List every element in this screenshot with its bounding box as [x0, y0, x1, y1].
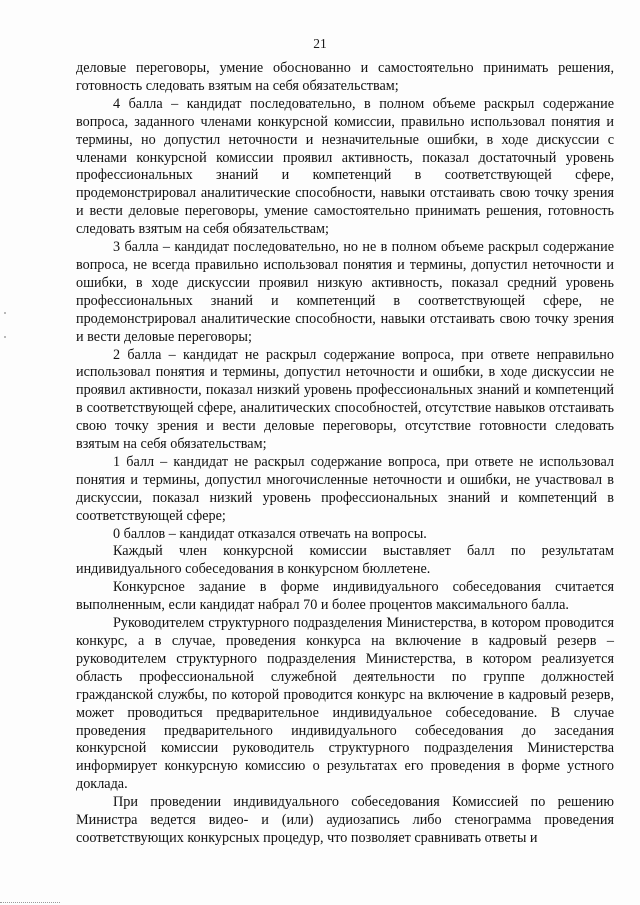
paragraph-threshold: Конкурсное задание в форме индивидуального собеседования считается выполненным, если кандидат набрал 70 и более процентов максимального балла. [76, 579, 614, 614]
page-number: 21 [313, 36, 327, 51]
paragraph-score-4: 4 балла – кандидат последовательно, в полном объеме раскрыл содержание вопроса, заданного членами конкурсной комиссии, правильно использовал понятия и термины, но допустил неточности и незначительные ошибки, в ходе дискуссии с членами конкурсной комиссии проявил активность, показал достаточный уровень профессиональных знаний и компетенций в соответствующей сфере, продемонстрировал аналитические способности, навыки отстаивать свою точку зрения и вести деловые переговоры, умение самостоятельно принимать решения, готовность следовать взятым на себя обязательствам; [76, 95, 614, 238]
paragraph-score-1: 1 балл – кандидат не раскрыл содержание вопроса, при ответе не использовал понятия и термины, допустил многочисленные неточности и ошибки, не участвовал в дискуссии, показал низкий уровень профессиональных знаний и компетенций в соответствующей сфере; [76, 453, 614, 524]
scan-margin-mark [4, 336, 6, 338]
paragraph-continuation: деловые переговоры, умение обоснованно и самостоятельно принимать решения, готовность следовать взятым на себя обязательствам; [76, 60, 614, 94]
scan-footer-dots [0, 900, 60, 903]
paragraph-score-2: 2 балла – кандидат не раскрыл содержание вопроса, при ответе неправильно использовал понятия и термины, допустил неточности и ошибки, в ходе дискуссии не проявил активности, показал низкий уровень профессиональных знаний и компетенций в соответствующей сфере, аналитических способностей, отсутствие навыков отстаивать свою точку зрения и вести деловые переговоры, отсутствие готовности следовать взятым на себя обязательствам; [76, 346, 614, 453]
paragraph-score-0: 0 баллов – кандидат отказался отвечать на вопросы. [113, 525, 427, 542]
paragraph-recording: При проведении индивидуального собеседования Комиссией по решению Министра ведется видео- и (или) аудиозапись либо стенограмма проведения соответствующих конкурсных процедур, что позволяет сравнивать ответы и [76, 794, 614, 846]
paragraph-preliminary-interview: Руководителем структурного подразделения Министерства, в котором проводится конкурс, а в случае, проведения конкурса на включение в кадровый резерв – руководителем структурного подразделения Министерства, в котором реализуется область профессиональной служебной деятельности по группе должностей гражданской службы, по которой проводится конкурс на включение в кадровый резерв, может проводиться предварительное индивидуальное собеседование. В случае проведения предварительного индивидуального собеседования до заседания конкурсной комиссии руководитель структурного подразделения Министерства информирует конкурсную комиссию о результатах его проведения в форме устного доклада. [76, 615, 614, 793]
paragraph-ballot: Каждый член конкурсной комиссии выставляет балл по результатам индивидуального собеседования в конкурсном бюллетене. [76, 543, 614, 578]
paragraph-score-3: 3 балла – кандидат последовательно, но не в полном объеме раскрыл содержание вопроса, не всегда правильно использовал понятия и термины, допустил неточности и ошибки, в ходе дискуссии проявил низкую активность, показал средний уровень профессиональных знаний и компетенций в соответствующей сфере, не продемонстрировал аналитические способности, навыки отстаивать свою точку зрения и вести деловые переговоры; [76, 239, 614, 345]
scan-margin-mark [4, 312, 6, 314]
body-text [76, 60, 614, 848]
